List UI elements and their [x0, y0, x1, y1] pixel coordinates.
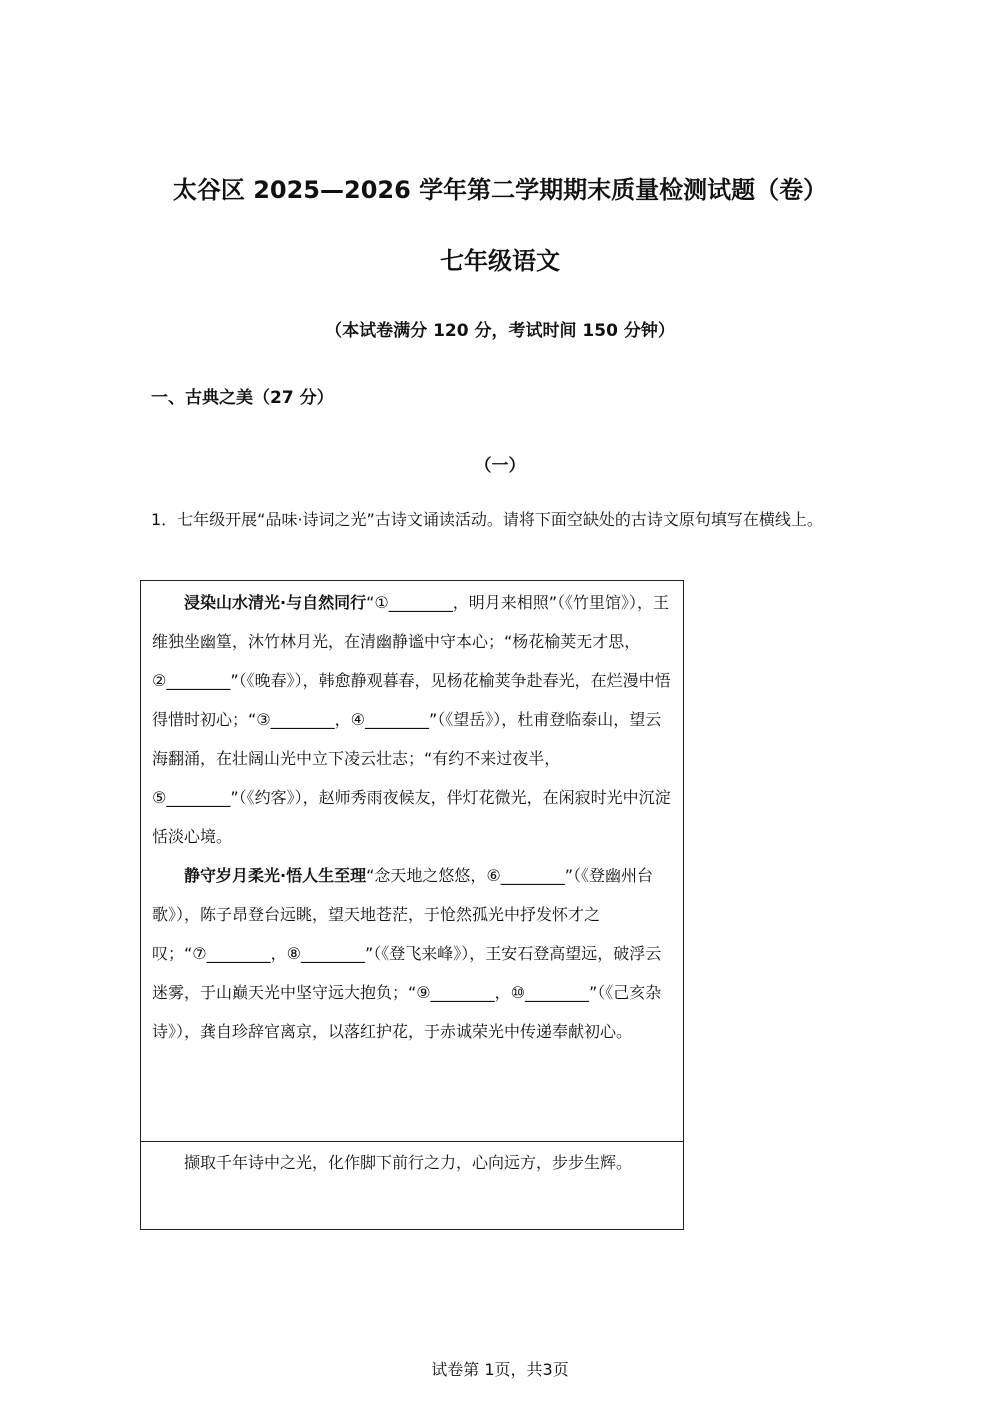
closing-text: 撷取千年诗中之光，化作脚下前行之力，心向远方，步步生辉。: [184, 1153, 633, 1172]
page-footer: 试卷第 1页，共3页: [431, 1360, 569, 1379]
subsection-heading: （一）: [474, 456, 526, 476]
poem-fill-box: [140, 580, 684, 1230]
poem-fill-box-main: [141, 581, 683, 1142]
exam-title: 太谷区 2025—2026 学年第二学期期末质量检测试题（卷）: [172, 176, 828, 204]
paragraph-nature: [152, 583, 673, 856]
question-1: 1．七年级开展“品味·诗词之光”古诗文诵读活动。请将下面空缺处的古诗文原句填写在横线上。: [151, 510, 823, 529]
poem-fill-box-closing: [141, 1142, 683, 1182]
paragraph-life-text: “念天地之悠悠，⑥________”（《登幽州台歌》），陈子昂登台远眺，望天地苍茫，于怆然孤光中抒发怀才之叹；“⑦________，⑧________”（《登飞来峰》），王安石登高望远，破浮云迷雾，于山巅天光中坚守远大抱负；“⑨________，⑩________”（《己亥杂诗》），龚自珍辞官离京，以落红护花，于赤诚荣光中传递奉献初心。: [152, 866, 662, 1041]
paragraph-nature-heading: 浸染山水清光·与自然同行: [184, 593, 367, 612]
paragraph-life-heading: 静守岁月柔光·悟人生至理: [184, 866, 367, 885]
exam-note: （本试卷满分 120 分，考试时间 150 分钟）: [325, 321, 675, 341]
paragraph-life: [152, 856, 673, 1051]
exam-subtitle: 七年级语文: [440, 247, 560, 275]
section-heading: 一、古典之美（27 分）: [151, 388, 334, 408]
paragraph-nature-text: “①________，明月来相照”（《竹里馆》），王维独坐幽篁，沐竹林月光，在清幽静谧中守本心；“杨花榆荚无才思，②________”（《晚春》），韩愈静观暮春，见杨花榆荚争赴春光，在烂漫中悟得惜时初心；“③________，④________”（《望岳》），杜甫登临泰山，望云海翻涌，在壮阔山光中立下凌云壮志；“有约不来过夜半，⑤________”（《约客》），赵师秀雨夜候友，伴灯花微光，在闲寂时光中沉淀恬淡心境。: [152, 593, 671, 846]
